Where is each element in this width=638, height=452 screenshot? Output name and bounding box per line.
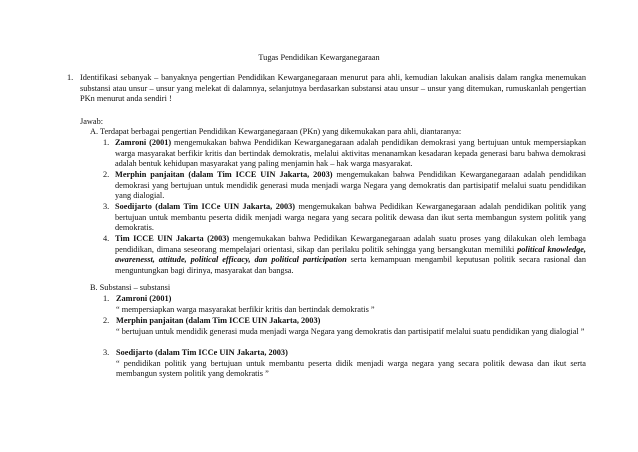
substance-item-2 [103, 316, 586, 337]
item-number: 1. [103, 294, 110, 303]
section-a-heading: A. Terdapat berbagai pengertian Pendidikan Kewarganegaraan (PKn) yang dikemukakan para ahli, diantaranya: [90, 127, 462, 136]
definition-item-3 [103, 202, 586, 234]
item-number: 2. [103, 316, 110, 325]
item-source: Merphin panjaitan (dalam Tim ICCE UIN Jakarta, 2003) [116, 316, 321, 325]
item-source: Merphin panjaitan (dalam Tim ICCE UIN Jakarta, 2003) [115, 170, 333, 179]
item-number: 4. [103, 234, 110, 243]
item-text: mengemukakan bahwa Pendidikan Kewarganegaraan adalah pendidikan demokrasi yang bertujuan untuk mendidik generasi muda menjadi warga Negara yang demokratis dan partisipatif melalui suatu pendidikan yang dialogial. [115, 170, 586, 201]
item-quote: “ bertujuan untuk mendidik generasi muda menjadi warga Negara yang demokratis dan partisipatif melalui suatu pendidikan yang dialogial ” [116, 326, 585, 336]
item-text: serta kemampuan mengambil keputusan politik secara rasional dan menguntungkan bagi dirinya, masyarakat dan bangsa. [115, 255, 586, 275]
item-source: Soedijarto (dalam Tim ICCe UIN Jakarta, 2003) [115, 202, 296, 211]
document-title: Tugas Pendidikan Kewarganegaraan [258, 53, 380, 62]
item-number: 1. [103, 138, 110, 147]
answer-label: Jawab: [80, 117, 104, 126]
section-b-heading: B. Substansi – substansi [90, 283, 171, 292]
item-source: Soedijarto (dalam Tim ICCe UIN Jakarta, 2003) [116, 348, 288, 357]
question-text: Identifikasi sebanyak – banyaknya pengertian Pendidikan Kewarganegaraan menurut para ahli, kemudian lakukan analisis dalam rangka menemukan substansi atau unsur – unsur yang melekat di dalamnya, selanjutnya berdasarkan substansi atau unsur – unsur yang ditemukan, rumuskanlah pengertian PKn menurut anda sendiri ! [80, 73, 586, 104]
definition-item-1 [103, 138, 586, 170]
definition-item-2 [103, 170, 586, 202]
item-text: mengemukakan bahwa Pendidikan Kewarganegaraan adalah pendidikan demokrasi yang bertujuan untuk mempersiapkan warga masyarakat berfikir kritis dan bertindak demokratis, melalui aktivitas menanamkan kesadaran kepada generasi baru bahwa demokrasi adalah bentuk kehidupan masyarakat yang paling menjamin hak – hak warga masyarakat. [115, 138, 586, 169]
definition-item-4 [103, 234, 586, 276]
substance-item-3 [103, 348, 586, 380]
item-quote: “ mempersiapkan warga masyarakat berfikir kritis dan bertindak demokratis ” [116, 304, 375, 314]
substance-item-1 [103, 294, 586, 315]
item-quote: “ pendidikan politik yang bertujuan untuk membantu peserta didik menjadi warga negara yang secara politik dewasa dan ikut serta membangun system politik yang demokratis ” [116, 358, 586, 379]
item-source: Zamroni (2001) [115, 138, 172, 147]
item-source: Zamroni (2001) [116, 294, 172, 303]
question-number: 1. [67, 73, 74, 82]
item-text: mengemukakan bahwa Pedidikan Kewarganegaraan adalah suatu proses yang dilakukan oleh lembaga pendidikan, dimana seseorang mempelajari orientasi, sikap dan perilaku politik sehingga yang bersangkutan memiliki [115, 234, 586, 254]
item-source: Tim ICCE UIN Jakarta (2003) [115, 234, 230, 243]
item-number: 3. [103, 348, 110, 357]
item-number: 3. [103, 202, 110, 211]
item-italic-text: political knowledge, awarenesst, attitude, political efficacy, dan political participation [115, 244, 587, 265]
item-text: mengemukakan bahwa Pedidikan Kewarganegaraan adalah pendidikan politik yang bertujuan untuk membantu peserta didik menjadi warga negara yang secara politik dewasa dan ikut serta membangun system politik yang demokratis. [115, 202, 586, 233]
item-number: 2. [103, 170, 110, 179]
